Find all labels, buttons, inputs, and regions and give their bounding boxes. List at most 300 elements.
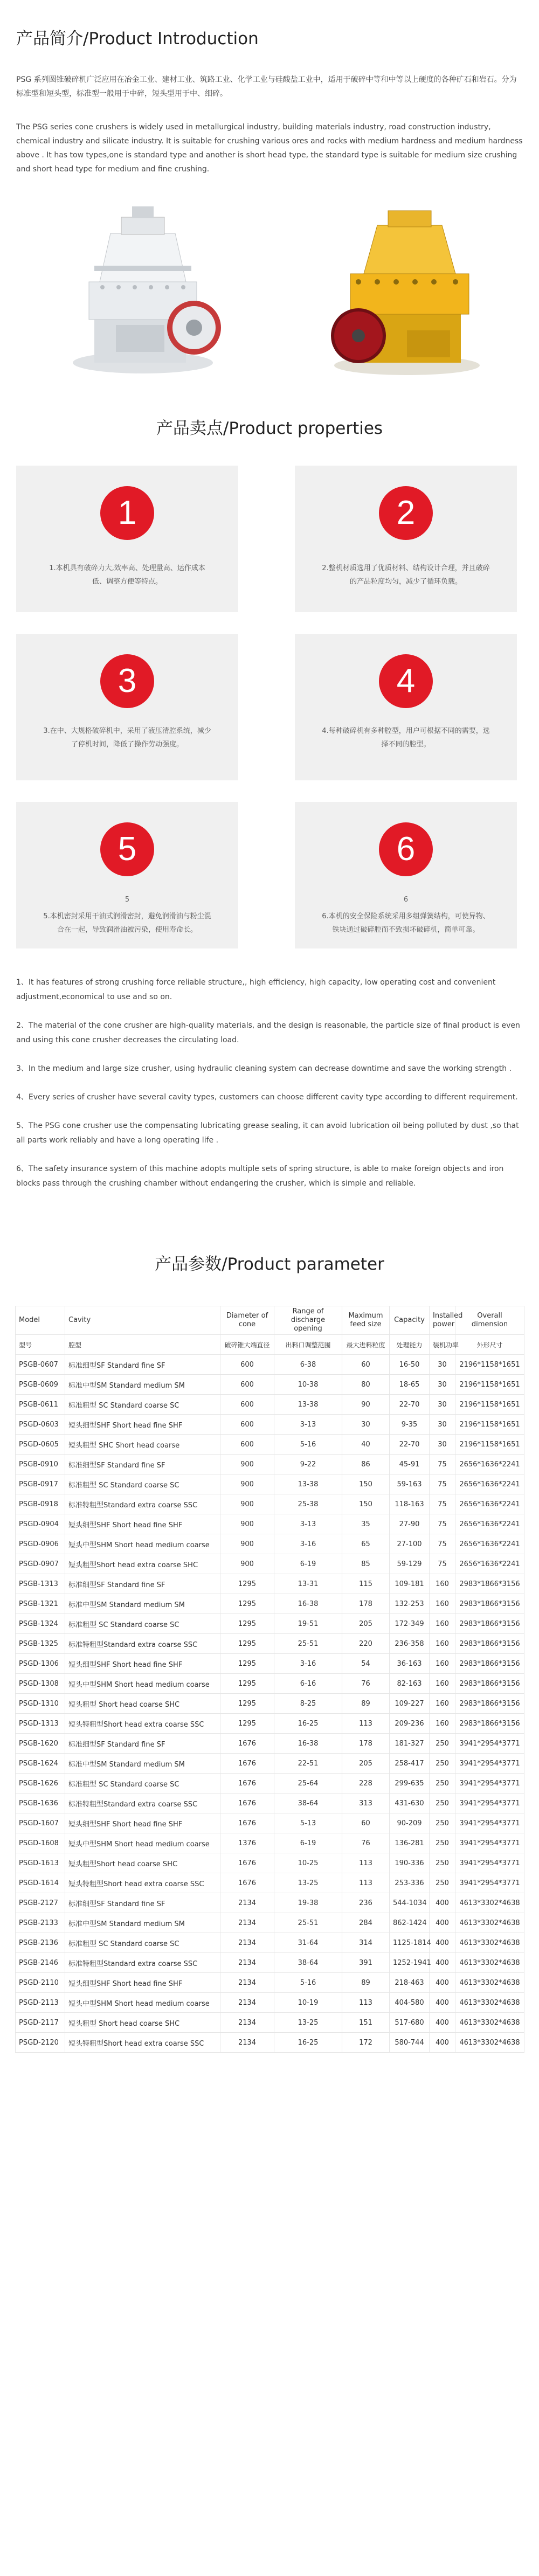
- table-row: [16, 1514, 524, 1534]
- parameters-table: [15, 1306, 524, 2053]
- table-cell: 160: [430, 1714, 455, 1734]
- table-cell: 250: [430, 1734, 455, 1754]
- table-cell: PSGD-2110: [16, 1973, 65, 1993]
- table-row: [16, 1574, 524, 1594]
- table-cell: PSGD-1607: [16, 1813, 65, 1833]
- table-cell: PSGD-0605: [16, 1435, 65, 1455]
- table-cell: 标准中型SM Standard medium SM: [65, 1375, 220, 1395]
- table-cell: PSGB-1626: [16, 1774, 65, 1793]
- table-cell: PSGB-2136: [16, 1933, 65, 1953]
- table-cell: 400: [430, 1993, 455, 2013]
- table-cell: 8-25: [274, 1694, 342, 1714]
- property-card: [295, 466, 517, 612]
- table-cell: 3-13: [274, 1514, 342, 1534]
- table-cell: 404-580: [390, 1993, 430, 2013]
- table-cell: 16-50: [390, 1355, 430, 1375]
- table-cell: 600: [220, 1355, 274, 1375]
- table-cell: 2196*1158*1651: [455, 1415, 524, 1435]
- table-cell: 3941*2954*3771: [455, 1853, 524, 1873]
- table-cell: 1676: [220, 1873, 274, 1893]
- table-row: [16, 1534, 524, 1554]
- table-cell: 标准粗型 SC Standard coarse SC: [65, 1774, 220, 1793]
- table-cell: 118-163: [390, 1494, 430, 1514]
- table-cell: 85: [342, 1554, 390, 1574]
- table-cell: 250: [430, 1853, 455, 1873]
- property-number-badge: 6: [379, 822, 433, 876]
- table-cell: 1295: [220, 1694, 274, 1714]
- table-cell: 2983*1866*3156: [455, 1694, 524, 1714]
- table-cell: 4613*3302*4638: [455, 2033, 524, 2053]
- table-cell: PSGB-1313: [16, 1574, 65, 1594]
- table-cell: 处理能力: [390, 1335, 430, 1355]
- table-header-row-en: [16, 1306, 524, 1335]
- table-cell: 38-64: [274, 1953, 342, 1973]
- table-cell: 600: [220, 1415, 274, 1435]
- table-cell: 431-630: [390, 1793, 430, 1813]
- feature-item: 3、In the medium and large size crusher, using hydraulic cleaning system can decrease downtime and save the working strength .: [16, 1064, 512, 1073]
- table-cell: 517-680: [390, 2013, 430, 2033]
- property-card: [295, 634, 517, 780]
- table-cell: 外形尺寸: [455, 1335, 524, 1355]
- table-header-row-cn: [16, 1335, 524, 1355]
- table-row: [16, 1813, 524, 1833]
- table-cell: 标准粗型 SC Standard coarse SC: [65, 1395, 220, 1415]
- table-cell: 236-358: [390, 1634, 430, 1654]
- table-cell: 2134: [220, 2033, 274, 2053]
- table-cell: 标准细型SF Standard fine SF: [65, 1893, 220, 1913]
- table-cell: PSGB-1620: [16, 1734, 65, 1754]
- table-cell: Installed power: [430, 1306, 455, 1335]
- table-cell: 19-38: [274, 1893, 342, 1913]
- table-cell: 3-13: [274, 1415, 342, 1435]
- yellow-cone-crusher-image: [326, 201, 488, 379]
- table-cell: 178: [342, 1734, 390, 1754]
- table-cell: 2656*1636*2241: [455, 1514, 524, 1534]
- table-cell: 1295: [220, 1674, 274, 1694]
- table-cell: 短头特粗型Short head extra coarse SSC: [65, 2033, 220, 2053]
- table-cell: 400: [430, 2033, 455, 2053]
- table-cell: 250: [430, 1793, 455, 1813]
- table-cell: 2134: [220, 1953, 274, 1973]
- table-cell: 75: [430, 1494, 455, 1514]
- table-cell: 2983*1866*3156: [455, 1654, 524, 1674]
- table-cell: 短头特粗型Short head extra coarse SSC: [65, 1714, 220, 1734]
- table-cell: 短头细型SHF Short head fine SHF: [65, 1813, 220, 1833]
- table-cell: 22-70: [390, 1395, 430, 1415]
- table-cell: 65: [342, 1534, 390, 1554]
- property-text: 1.本机具有破碎力大,效率高、处理量高、运作成本低、调整方便等特点。: [49, 564, 205, 586]
- property-text: 4.每种破碎机有多种腔型，用户可根据不同的需要，选择不同的腔型。: [322, 727, 490, 749]
- table-cell: 2656*1636*2241: [455, 1474, 524, 1494]
- table-cell: PSGD-2117: [16, 2013, 65, 2033]
- table-cell: 30: [430, 1355, 455, 1375]
- table-cell: 258-417: [390, 1754, 430, 1774]
- table-cell: 160: [430, 1634, 455, 1654]
- table-cell: 1676: [220, 1793, 274, 1813]
- table-cell: 2656*1636*2241: [455, 1455, 524, 1474]
- table-row: [16, 1853, 524, 1873]
- table-cell: 3941*2954*3771: [455, 1734, 524, 1754]
- table-cell: 4613*3302*4638: [455, 1993, 524, 2013]
- features-section: [0, 948, 539, 1191]
- table-cell: 250: [430, 1813, 455, 1833]
- table-cell: 228: [342, 1774, 390, 1793]
- table-row: [16, 1554, 524, 1574]
- table-cell: 86: [342, 1455, 390, 1474]
- table-cell: 4613*3302*4638: [455, 1933, 524, 1953]
- table-cell: 132-253: [390, 1594, 430, 1614]
- table-cell: 109-227: [390, 1694, 430, 1714]
- table-cell: 标准粗型 SC Standard coarse SC: [65, 1474, 220, 1494]
- table-cell: 236: [342, 1893, 390, 1913]
- table-row: [16, 1734, 524, 1754]
- table-cell: Capacity: [390, 1306, 430, 1335]
- table-cell: 113: [342, 1873, 390, 1893]
- table-cell: 30: [430, 1395, 455, 1415]
- table-cell: 25-51: [274, 1913, 342, 1933]
- table-cell: 113: [342, 1993, 390, 2013]
- table-cell: 2983*1866*3156: [455, 1714, 524, 1734]
- table-cell: 标准中型SM Standard medium SM: [65, 1594, 220, 1614]
- table-cell: 3941*2954*3771: [455, 1833, 524, 1853]
- table-cell: 1295: [220, 1574, 274, 1594]
- table-cell: 4613*3302*4638: [455, 1953, 524, 1973]
- table-row: [16, 1674, 524, 1694]
- table-row: [16, 1634, 524, 1654]
- table-cell: 2983*1866*3156: [455, 1594, 524, 1614]
- feature-item: 2、The material of the cone crusher are high-quality materials, and the design is reasonable, the particle size of final product is even and using this cone crusher decreases the circulating load.: [16, 1021, 520, 1044]
- table-cell: 27-90: [390, 1514, 430, 1534]
- table-row: [16, 1873, 524, 1893]
- table-cell: 1676: [220, 1754, 274, 1774]
- table-cell: 1376: [220, 1833, 274, 1853]
- table-cell: PSGD-1310: [16, 1694, 65, 1714]
- table-cell: 16-25: [274, 2033, 342, 2053]
- table-cell: 3941*2954*3771: [455, 1754, 524, 1774]
- table-cell: 13-25: [274, 1873, 342, 1893]
- table-cell: 400: [430, 1913, 455, 1933]
- table-cell: 250: [430, 1873, 455, 1893]
- table-cell: 2134: [220, 1973, 274, 1993]
- table-row: [16, 1993, 524, 2013]
- table-cell: 2196*1158*1651: [455, 1375, 524, 1395]
- table-cell: 115: [342, 1574, 390, 1594]
- table-cell: 220: [342, 1634, 390, 1654]
- table-cell: 600: [220, 1395, 274, 1415]
- table-cell: 391: [342, 1953, 390, 1973]
- table-cell: PSGB-1325: [16, 1634, 65, 1654]
- table-cell: 6-16: [274, 1674, 342, 1694]
- table-row: [16, 1714, 524, 1734]
- table-cell: 5-13: [274, 1813, 342, 1833]
- table-cell: 2134: [220, 1913, 274, 1933]
- table-cell: 短头中型SHM Short head medium coarse: [65, 1534, 220, 1554]
- table-cell: PSGD-1313: [16, 1714, 65, 1734]
- table-cell: 2134: [220, 1993, 274, 2013]
- table-row: [16, 1455, 524, 1474]
- table-cell: 160: [430, 1694, 455, 1714]
- table-cell: 13-25: [274, 2013, 342, 2033]
- table-cell: 腔型: [65, 1335, 220, 1355]
- table-cell: 9-22: [274, 1455, 342, 1474]
- table-cell: 装机功率: [430, 1335, 455, 1355]
- table-cell: 400: [430, 1933, 455, 1953]
- table-cell: 1676: [220, 1734, 274, 1754]
- table-cell: PSGD-0904: [16, 1514, 65, 1534]
- table-cell: 75: [430, 1554, 455, 1574]
- table-cell: 3941*2954*3771: [455, 1813, 524, 1833]
- table-cell: 900: [220, 1494, 274, 1514]
- table-cell: 150: [342, 1474, 390, 1494]
- table-cell: 600: [220, 1375, 274, 1395]
- table-cell: 250: [430, 1754, 455, 1774]
- table-cell: 短头中型SHM Short head medium coarse: [65, 1833, 220, 1853]
- table-cell: 160: [430, 1614, 455, 1634]
- table-cell: 短头粗型 Short head coarse SHC: [65, 2013, 220, 2033]
- table-cell: 30: [342, 1415, 390, 1435]
- table-row: [16, 2013, 524, 2033]
- table-cell: Model: [16, 1306, 65, 1335]
- table-cell: PSGB-0918: [16, 1494, 65, 1514]
- table-cell: PSGB-2146: [16, 1953, 65, 1973]
- feature-item: 5、The PSG cone crusher use the compensating lubricating grease sealing, it can avoid lubrication oil being polluted by dust ,so that all parts work reliably and have a long operating life .: [16, 1121, 519, 1145]
- table-cell: 400: [430, 2013, 455, 2033]
- table-cell: 1676: [220, 1853, 274, 1873]
- property-number-badge: 1: [100, 486, 154, 540]
- table-cell: 205: [342, 1754, 390, 1774]
- table-cell: PSGB-1324: [16, 1614, 65, 1634]
- table-cell: 900: [220, 1474, 274, 1494]
- table-cell: PSGB-1624: [16, 1754, 65, 1774]
- table-cell: 标准特粗型Standard extra coarse SSC: [65, 1953, 220, 1973]
- table-row: [16, 1953, 524, 1973]
- table-cell: 短头中型SHM Short head medium coarse: [65, 1674, 220, 1694]
- table-cell: 4613*3302*4638: [455, 1893, 524, 1913]
- table-cell: 60: [342, 1355, 390, 1375]
- table-cell: 253-336: [390, 1873, 430, 1893]
- table-cell: 22-70: [390, 1435, 430, 1455]
- table-cell: 1125-1814: [390, 1933, 430, 1953]
- table-cell: 544-1034: [390, 1893, 430, 1913]
- table-row: [16, 1793, 524, 1813]
- table-cell: 151: [342, 2013, 390, 2033]
- table-row: [16, 1754, 524, 1774]
- table-cell: 250: [430, 1774, 455, 1793]
- table-cell: 25-38: [274, 1494, 342, 1514]
- table-cell: 299-635: [390, 1774, 430, 1793]
- table-cell: 30: [430, 1375, 455, 1395]
- table-cell: 76: [342, 1674, 390, 1694]
- table-cell: 113: [342, 1853, 390, 1873]
- table-cell: Maximum feed size: [342, 1306, 390, 1335]
- table-cell: 30: [430, 1415, 455, 1435]
- table-cell: 3941*2954*3771: [455, 1873, 524, 1893]
- table-cell: 218-463: [390, 1973, 430, 1993]
- table-row: [16, 1833, 524, 1853]
- table-cell: 1295: [220, 1654, 274, 1674]
- table-cell: PSGB-0910: [16, 1455, 65, 1474]
- table-cell: PSGD-0603: [16, 1415, 65, 1435]
- table-row: [16, 1395, 524, 1415]
- table-row: [16, 1774, 524, 1793]
- table-cell: 75: [430, 1514, 455, 1534]
- table-row: [16, 1614, 524, 1634]
- table-cell: 标准细型SF Standard fine SF: [65, 1734, 220, 1754]
- table-cell: PSGB-0607: [16, 1355, 65, 1375]
- table-cell: 1295: [220, 1634, 274, 1654]
- intro-en-text: The PSG series cone crushers is widely used in metallurgical industry, building materials industry, road construction industry, chemical industry and silicate industry. It is suitable for crushing various ores and rocks with medium hardness and medium hardness above . It has tow types,one is standard type and another is short head type, the standard type is suitable for medium size crushing and short head type for medium and fine crushing.: [16, 123, 523, 174]
- table-cell: 短头中型SHM Short head medium coarse: [65, 1993, 220, 2013]
- parameters-section: [0, 1250, 539, 2053]
- properties-grid: [0, 466, 539, 948]
- table-cell: 16-25: [274, 1714, 342, 1734]
- table-cell: PSGD-1613: [16, 1853, 65, 1873]
- table-row: [16, 1415, 524, 1435]
- table-cell: PSGB-0609: [16, 1375, 65, 1395]
- table-row: [16, 1654, 524, 1674]
- table-cell: 9-35: [390, 1415, 430, 1435]
- properties-title: 产品卖点/Product properties: [156, 419, 383, 438]
- table-cell: 600: [220, 1435, 274, 1455]
- table-cell: 3941*2954*3771: [455, 1774, 524, 1793]
- table-cell: PSGD-0906: [16, 1534, 65, 1554]
- table-row: [16, 1494, 524, 1514]
- table-cell: 10-19: [274, 1993, 342, 2013]
- table-cell: 136-281: [390, 1833, 430, 1853]
- table-cell: PSGD-1608: [16, 1833, 65, 1853]
- property-card: [16, 634, 238, 780]
- table-row: [16, 1893, 524, 1913]
- table-cell: 4613*3302*4638: [455, 1973, 524, 1993]
- table-cell: PSGB-0917: [16, 1474, 65, 1494]
- table-cell: PSGD-1614: [16, 1873, 65, 1893]
- table-row: [16, 1355, 524, 1375]
- table-cell: 2983*1866*3156: [455, 1574, 524, 1594]
- table-row: [16, 1474, 524, 1494]
- table-cell: 2656*1636*2241: [455, 1554, 524, 1574]
- table-cell: PSGD-2120: [16, 2033, 65, 2053]
- table-cell: 标准细型SF Standard fine SF: [65, 1455, 220, 1474]
- table-cell: 短头细型SHF Short head fine SHF: [65, 1514, 220, 1534]
- table-cell: 181-327: [390, 1734, 430, 1754]
- table-cell: 90: [342, 1395, 390, 1415]
- parameters-title: 产品参数/Product parameter: [155, 1255, 384, 1274]
- table-row: [16, 1694, 524, 1714]
- table-cell: PSGD-1308: [16, 1674, 65, 1694]
- table-cell: PSGD-1306: [16, 1654, 65, 1674]
- table-cell: 2134: [220, 1933, 274, 1953]
- table-row: [16, 1933, 524, 1953]
- table-cell: 80: [342, 1375, 390, 1395]
- table-cell: 13-38: [274, 1395, 342, 1415]
- table-cell: 900: [220, 1455, 274, 1474]
- table-cell: 172: [342, 2033, 390, 2053]
- table-cell: 160: [430, 1574, 455, 1594]
- table-cell: 1295: [220, 1594, 274, 1614]
- table-cell: Range of discharge opening: [274, 1306, 342, 1335]
- table-cell: 113: [342, 1714, 390, 1734]
- property-number-label: 6: [403, 896, 409, 904]
- table-cell: 35: [342, 1514, 390, 1534]
- table-cell: 27-100: [390, 1534, 430, 1554]
- property-number-badge: 3: [100, 654, 154, 708]
- table-cell: 160: [430, 1594, 455, 1614]
- property-number-badge: 4: [379, 654, 433, 708]
- table-cell: PSGD-2113: [16, 1993, 65, 2013]
- table-cell: 400: [430, 1973, 455, 1993]
- table-cell: 2134: [220, 1893, 274, 1913]
- table-cell: 13-31: [274, 1574, 342, 1594]
- table-cell: 25-51: [274, 1634, 342, 1654]
- table-cell: 18-65: [390, 1375, 430, 1395]
- table-cell: PSGB-1321: [16, 1594, 65, 1614]
- table-cell: Diameter of cone: [220, 1306, 274, 1335]
- table-cell: 89: [342, 1694, 390, 1714]
- table-cell: 4613*3302*4638: [455, 2013, 524, 2033]
- intro-title: 产品简介/Product Introduction: [16, 29, 259, 49]
- table-cell: 22-51: [274, 1754, 342, 1774]
- table-cell: 2983*1866*3156: [455, 1674, 524, 1694]
- table-cell: 59-129: [390, 1554, 430, 1574]
- table-cell: 1676: [220, 1813, 274, 1833]
- property-text: 3.在中、大规格破碎机中，采用了液压清腔系统，减少了停机时间，降低了操作劳动强度。: [43, 727, 211, 749]
- intro-section: [0, 0, 539, 176]
- table-cell: 160: [430, 1674, 455, 1694]
- white-cone-crusher-image: [62, 201, 224, 379]
- table-cell: 89: [342, 1973, 390, 1993]
- feature-item: 6、The safety insurance system of this machine adopts multiple sets of spring structure, is able to make foreign objects and iron blocks pass through the crushing chamber without endangering the crusher, which is simple and reliable.: [16, 1165, 504, 1188]
- table-cell: 标准中型SM Standard medium SM: [65, 1913, 220, 1933]
- table-cell: 75: [430, 1474, 455, 1494]
- property-card: [16, 466, 238, 612]
- table-cell: 1295: [220, 1714, 274, 1734]
- table-cell: 30: [430, 1435, 455, 1455]
- table-cell: 破碎锥大端直径: [220, 1335, 274, 1355]
- intro-cn-text: PSG 系列圆锥破碎机广泛应用在冶金工业、建材工业、筑路工业、化学工业与硅酸盐工业中，适用于破碎中等和中等以上硬度的各种矿石和岩石。分为标准型和短头型，标准型一般用于中碎，短头型用于中、细碎。: [16, 75, 517, 98]
- property-number-label: 5: [125, 896, 130, 904]
- table-cell: 205: [342, 1614, 390, 1634]
- table-cell: 2196*1158*1651: [455, 1395, 524, 1415]
- table-cell: 16-38: [274, 1594, 342, 1614]
- table-cell: 2983*1866*3156: [455, 1634, 524, 1654]
- table-cell: 6-19: [274, 1833, 342, 1853]
- table-cell: 短头粗型 SHC Short head coarse: [65, 1435, 220, 1455]
- table-cell: 标准特粗型Standard extra coarse SSC: [65, 1793, 220, 1813]
- table-row: [16, 1375, 524, 1395]
- table-cell: 25-64: [274, 1774, 342, 1793]
- table-row: [16, 1913, 524, 1933]
- table-cell: 75: [430, 1455, 455, 1474]
- table-cell: 短头粗型Short head coarse SHC: [65, 1853, 220, 1873]
- table-cell: 型号: [16, 1335, 65, 1355]
- table-cell: 19-51: [274, 1614, 342, 1634]
- property-text: 2.整机材质选用了优质材料、结构设计合理，并且破碎的产品粒度均匀，减少了循环负载。: [322, 564, 490, 586]
- table-cell: 900: [220, 1534, 274, 1554]
- table-cell: 900: [220, 1514, 274, 1534]
- table-cell: 36-163: [390, 1654, 430, 1674]
- table-cell: 10-25: [274, 1853, 342, 1873]
- table-cell: 3-16: [274, 1654, 342, 1674]
- table-cell: 862-1424: [390, 1913, 430, 1933]
- property-text: 6.本机的安全保险系统采用多组弹簧结构，可使异物、铁块通过破碎腔而不致损坏破碎机，简单可靠。: [322, 912, 490, 934]
- table-cell: 2196*1158*1651: [455, 1355, 524, 1375]
- table-cell: 标准细型SF Standard fine SF: [65, 1574, 220, 1594]
- table-cell: 2656*1636*2241: [455, 1494, 524, 1514]
- table-cell: 最大进料粒度: [342, 1335, 390, 1355]
- table-cell: 6-19: [274, 1554, 342, 1574]
- table-row: [16, 1594, 524, 1614]
- table-cell: 314: [342, 1933, 390, 1953]
